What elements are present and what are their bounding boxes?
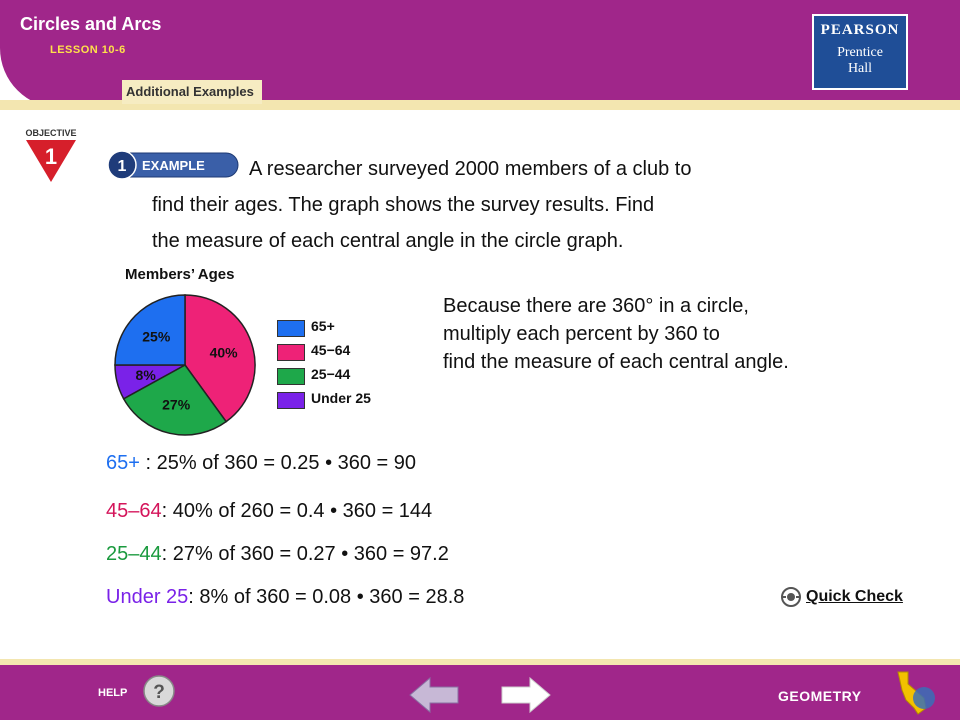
pie-slice-label: 8% [135,367,156,384]
section-subtitle: Additional Examples [122,80,262,104]
state-map-icon [894,668,940,718]
equation-65-plus [106,452,416,475]
svg-text:EXAMPLE: EXAMPLE [142,158,205,173]
pie-slice-label: 40% [209,344,238,361]
logo-line2: Prentice Hall [837,45,883,76]
explanation-line-3: find the measure of each central angle. [443,351,789,373]
problem-line-1: A researcher surveyed 2000 members of a club to [249,158,692,180]
svg-text:?: ? [153,682,165,703]
svg-text:1: 1 [44,144,58,169]
legend-swatch [277,344,305,361]
equation-label: Under 25 [106,586,189,608]
explanation-line-1: Because there are 360° in a circle, [443,295,749,317]
publisher-logo [812,14,908,90]
quick-check-label[interactable]: Quick Check [806,588,903,605]
legend-swatch [277,368,305,385]
equation-45-64 [106,500,432,523]
equation-label: 25–44 [106,543,162,565]
example-badge-icon [106,150,240,180]
pie-slice-label: 25% [142,328,171,345]
objective-badge-icon [18,126,84,184]
help-button[interactable] [142,674,176,708]
explanation-text [443,292,943,376]
help-label: HELP [98,687,128,699]
equation-text: : 8% of 360 = 0.08 • 360 = 28.8 [188,586,465,608]
legend-label: 25−44 [311,366,351,382]
logo-line1: PEARSON [820,22,900,38]
legend-label: 65+ [311,318,335,334]
equation-under-25 [106,586,464,609]
quick-check-link[interactable] [780,586,903,608]
pie-chart [110,290,260,440]
svg-text:OBJECTIVE: OBJECTIVE [25,128,77,138]
course-brand: GEOMETRY [778,688,862,704]
equation-text: : 25% of 360 = 0.25 • 360 = 90 [145,452,417,474]
problem-line-3: the measure of each central angle in the circle graph. [152,230,624,252]
legend-swatch [277,320,305,337]
pie-slice-label: 27% [162,396,191,413]
legend-label: 45−64 [311,342,351,358]
next-arrow-icon[interactable] [500,676,552,714]
quick-check-icon [780,586,802,608]
chart-title: Members’ Ages [125,266,235,283]
equation-label: 65+ [106,452,146,474]
problem-line-2: find their ages. The graph shows the survey results. Find [152,194,655,216]
previous-arrow-icon[interactable] [408,676,460,714]
equation-label: 45–64 [106,500,162,522]
lesson-number: LESSON 10-6 [50,44,126,56]
explanation-line-2: multiply each percent by 360 to [443,323,720,345]
legend-swatch [277,392,305,409]
svg-text:1: 1 [117,158,127,175]
legend-label: Under 25 [311,390,371,406]
equation-25-44 [106,543,449,566]
lesson-title: Circles and Arcs [20,14,162,34]
equation-text: : 40% of 260 = 0.4 • 360 = 144 [161,500,433,522]
equation-text: : 27% of 360 = 0.27 • 360 = 97.2 [161,543,449,565]
